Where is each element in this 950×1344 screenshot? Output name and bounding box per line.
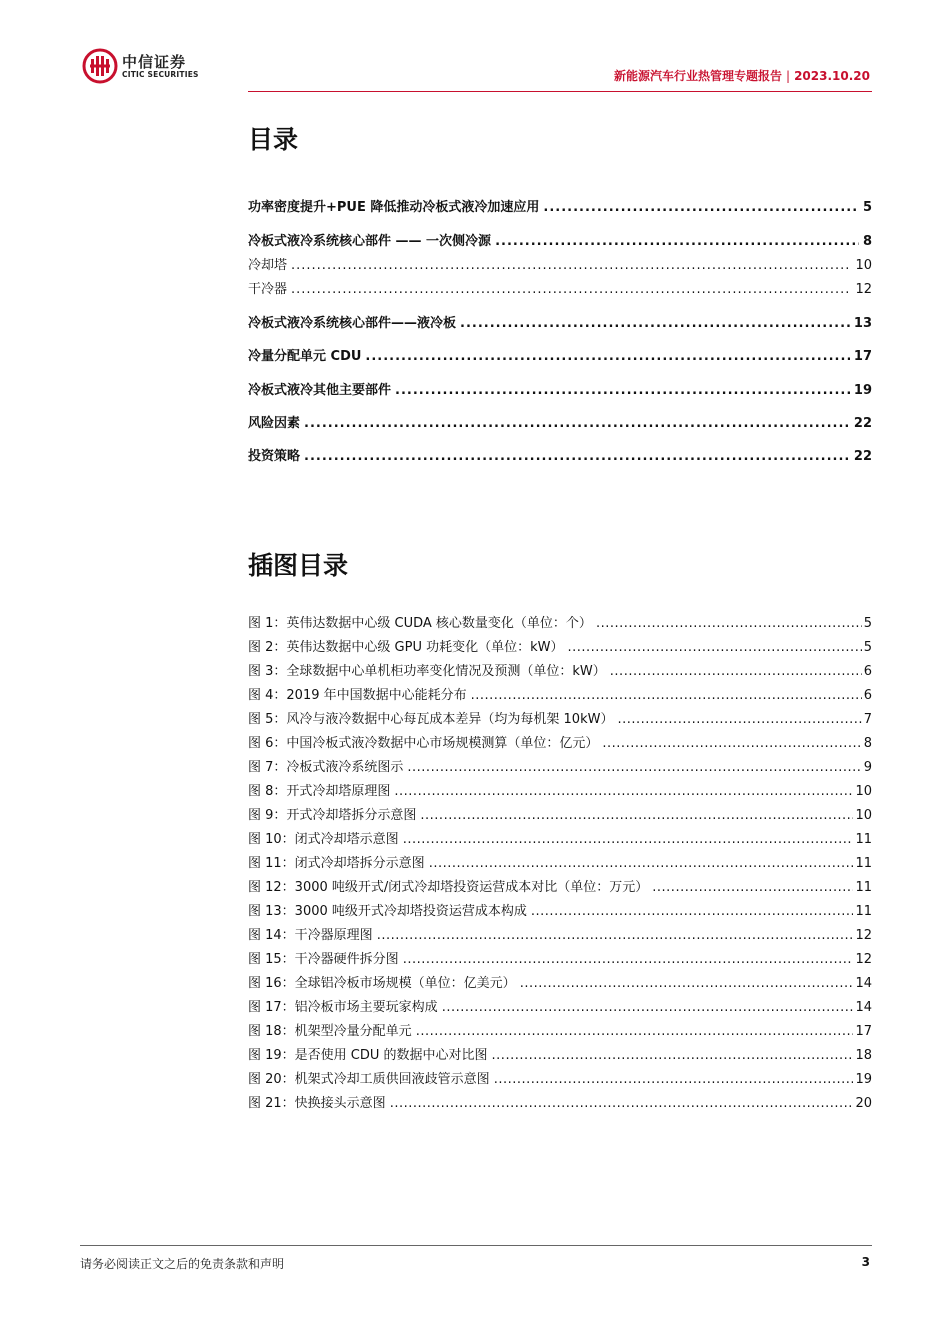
leader-dots bbox=[390, 1096, 854, 1111]
toc-entry-page: 17 bbox=[853, 349, 872, 364]
figure-entry-page: 9 bbox=[863, 760, 872, 775]
figure-entry-page: 20 bbox=[855, 1096, 872, 1111]
figure-entry[interactable] bbox=[248, 732, 872, 752]
toc-entry[interactable] bbox=[248, 445, 872, 467]
citic-logo-icon bbox=[82, 48, 118, 84]
figure-entry[interactable] bbox=[248, 948, 872, 968]
figure-entry-page: 17 bbox=[855, 1024, 872, 1039]
toc-entry-page: 12 bbox=[855, 282, 872, 297]
figure-entry-label: 图 4：2019 年中国数据中心能耗分布 bbox=[248, 688, 467, 703]
leader-dots bbox=[403, 832, 854, 847]
figure-entry-page: 5 bbox=[863, 640, 872, 655]
figure-entry[interactable] bbox=[248, 756, 872, 776]
figure-entry-page: 6 bbox=[863, 664, 872, 679]
logo-chinese-name: 中信证券 bbox=[122, 53, 187, 71]
toc-subentry[interactable] bbox=[248, 278, 872, 300]
figure-entry-page: 12 bbox=[855, 952, 872, 967]
figure-entry-label: 图 6：中国冷板式液冷数据中心市场规模测算（单位：亿元） bbox=[248, 736, 599, 751]
figure-entry-label: 图 10：闭式冷却塔示意图 bbox=[248, 832, 399, 847]
toc-entry[interactable] bbox=[248, 312, 872, 334]
figure-entry[interactable] bbox=[248, 900, 872, 920]
leader-dots bbox=[567, 640, 861, 655]
toc-entry[interactable] bbox=[248, 345, 872, 367]
figure-entry-label: 图 3：全球数据中心单机柜功率变化情况及预测（单位：kW） bbox=[248, 664, 606, 679]
leader-dots bbox=[610, 664, 862, 679]
figure-entry[interactable] bbox=[248, 972, 872, 992]
figure-entry-label: 图 17：铝冷板市场主要玩家构成 bbox=[248, 1000, 438, 1015]
figure-entry-page: 7 bbox=[863, 712, 872, 727]
header-divider bbox=[248, 91, 872, 92]
toc-entry-label: 风险因素 bbox=[248, 416, 301, 431]
figure-entry[interactable] bbox=[248, 828, 872, 848]
figure-entry-page: 19 bbox=[855, 1072, 872, 1087]
leader-dots bbox=[442, 1000, 854, 1015]
figure-entry-label: 图 11：闭式冷却塔拆分示意图 bbox=[248, 856, 425, 871]
figure-entry-page: 11 bbox=[855, 904, 872, 919]
figure-entry-page: 14 bbox=[855, 976, 872, 991]
leader-dots bbox=[492, 1048, 854, 1063]
figure-entry-label: 图 15：干冷器硬件拆分图 bbox=[248, 952, 399, 967]
figure-entry-page: 10 bbox=[855, 808, 872, 823]
figure-entry-label: 图 20：机架式冷却工质供回液歧管示意图 bbox=[248, 1072, 490, 1087]
toc-entry[interactable] bbox=[248, 412, 872, 434]
leader-dots bbox=[531, 904, 854, 919]
leader-dots bbox=[543, 200, 859, 215]
figure-entry[interactable] bbox=[248, 1092, 872, 1112]
toc-entry-label: 冷量分配单元 CDU bbox=[248, 349, 362, 364]
leader-dots bbox=[495, 234, 859, 249]
report-date: 2023.10.20 bbox=[794, 69, 870, 83]
leader-dots bbox=[596, 616, 862, 631]
leader-dots bbox=[291, 258, 851, 273]
figure-entry[interactable] bbox=[248, 1044, 872, 1064]
toc-entry-label: 冷板式液冷其他主要部件 bbox=[248, 383, 392, 398]
footer-disclaimer: 请务必阅读正文之后的免责条款和声明 bbox=[80, 1257, 285, 1271]
leader-dots bbox=[617, 712, 861, 727]
toc-heading: 目录 bbox=[248, 125, 299, 154]
leader-dots bbox=[471, 688, 862, 703]
toc-entry-page: 22 bbox=[853, 449, 872, 464]
figure-entry-label: 图 18：机架型冷量分配单元 bbox=[248, 1024, 412, 1039]
header-separator: | bbox=[786, 69, 791, 83]
leader-dots bbox=[520, 976, 854, 991]
toc-entry-page: 8 bbox=[862, 234, 872, 249]
figure-entry[interactable] bbox=[248, 1020, 872, 1040]
figure-entry-page: 10 bbox=[855, 784, 872, 799]
figure-entry[interactable] bbox=[248, 780, 872, 800]
figure-entry-page: 14 bbox=[855, 1000, 872, 1015]
figure-entry-label: 图 14：干冷器原理图 bbox=[248, 928, 373, 943]
toc-entry-page: 13 bbox=[853, 316, 872, 331]
figure-entry[interactable] bbox=[248, 924, 872, 944]
figure-entry-page: 11 bbox=[855, 880, 872, 895]
citic-logo bbox=[82, 48, 222, 88]
leader-dots bbox=[429, 856, 854, 871]
figure-entry-label: 图 12：3000 吨级开式/闭式冷却塔投资运营成本对比（单位：万元） bbox=[248, 880, 649, 895]
toc-entry-label: 功率密度提升+PUE 降低推动冷板式液冷加速应用 bbox=[248, 200, 540, 215]
figure-entry-page: 11 bbox=[855, 856, 872, 871]
leader-dots bbox=[652, 880, 853, 895]
figure-entry-label: 图 13：3000 吨级开式冷却塔投资运营成本构成 bbox=[248, 904, 527, 919]
figure-entry-label: 图 16：全球铝冷板市场规模（单位：亿美元） bbox=[248, 976, 516, 991]
figure-entry[interactable] bbox=[248, 660, 872, 680]
leader-dots bbox=[394, 784, 853, 799]
leader-dots bbox=[304, 449, 850, 464]
toc-entry-page: 10 bbox=[855, 258, 872, 273]
leader-dots bbox=[420, 808, 853, 823]
toc-entry-page: 22 bbox=[853, 416, 872, 431]
leader-dots bbox=[416, 1024, 854, 1039]
leader-dots bbox=[602, 736, 861, 751]
figure-entry[interactable] bbox=[248, 876, 872, 896]
leader-dots bbox=[377, 928, 854, 943]
toc-entry-label: 冷板式液冷系统核心部件——液冷板 bbox=[248, 316, 457, 331]
logo-english-name: CITIC SECURITIES bbox=[122, 70, 199, 79]
page-header bbox=[0, 0, 950, 96]
figure-entry[interactable] bbox=[248, 804, 872, 824]
figure-entry-label: 图 1：英伟达数据中心级 CUDA 核心数量变化（单位：个） bbox=[248, 616, 592, 631]
figure-list-heading: 插图目录 bbox=[248, 551, 349, 580]
footer-divider bbox=[80, 1245, 872, 1246]
figure-entry[interactable] bbox=[248, 612, 872, 632]
figure-entry-page: 12 bbox=[855, 928, 872, 943]
leader-dots bbox=[494, 1072, 854, 1087]
toc-entry-label: 冷板式液冷系统核心部件 —— 一次侧冷源 bbox=[248, 234, 492, 249]
figure-entry-page: 6 bbox=[863, 688, 872, 703]
toc-entry[interactable] bbox=[248, 230, 872, 252]
figure-entry-page: 5 bbox=[863, 616, 872, 631]
toc-entry-page: 19 bbox=[853, 383, 872, 398]
toc-entry-label: 冷却塔 bbox=[248, 258, 288, 273]
figure-entry-label: 图 8：开式冷却塔原理图 bbox=[248, 784, 391, 799]
figure-entry-label: 图 9：开式冷却塔拆分示意图 bbox=[248, 808, 417, 823]
leader-dots bbox=[304, 416, 850, 431]
figure-entry[interactable] bbox=[248, 708, 872, 728]
figure-entry-page: 11 bbox=[855, 832, 872, 847]
figure-entry[interactable] bbox=[248, 996, 872, 1016]
leader-dots bbox=[291, 282, 851, 297]
figure-entry-page: 18 bbox=[855, 1048, 872, 1063]
figure-entry[interactable] bbox=[248, 636, 872, 656]
figure-entry-label: 图 21：快换接头示意图 bbox=[248, 1096, 386, 1111]
figure-entry[interactable] bbox=[248, 852, 872, 872]
figure-entry-label: 图 5：风冷与液冷数据中心每瓦成本差异（均为每机架 10kW） bbox=[248, 712, 614, 727]
figure-entry[interactable] bbox=[248, 1068, 872, 1088]
report-meta bbox=[614, 67, 870, 84]
leader-dots bbox=[403, 952, 854, 967]
figure-entry-page: 8 bbox=[863, 736, 872, 751]
toc-subentry[interactable] bbox=[248, 254, 872, 276]
leader-dots bbox=[460, 316, 850, 331]
leader-dots bbox=[395, 383, 850, 398]
figure-entry-label: 图 19：是否使用 CDU 的数据中心对比图 bbox=[248, 1048, 488, 1063]
page-number: 3 bbox=[861, 1255, 870, 1269]
leader-dots bbox=[365, 349, 849, 364]
leader-dots bbox=[407, 760, 861, 775]
toc-entry-label: 干冷器 bbox=[248, 282, 288, 297]
figure-entry[interactable] bbox=[248, 684, 872, 704]
toc-entry-label: 投资策略 bbox=[248, 449, 301, 464]
toc-entry-page: 5 bbox=[862, 200, 872, 215]
figure-entry-label: 图 2：英伟达数据中心级 GPU 功耗变化（单位：kW） bbox=[248, 640, 564, 655]
toc-entry[interactable] bbox=[248, 196, 872, 218]
toc-entry[interactable] bbox=[248, 379, 872, 401]
report-title: 新能源汽车行业热管理专题报告 bbox=[614, 69, 783, 83]
figure-entry-label: 图 7：冷板式液冷系统图示 bbox=[248, 760, 404, 775]
